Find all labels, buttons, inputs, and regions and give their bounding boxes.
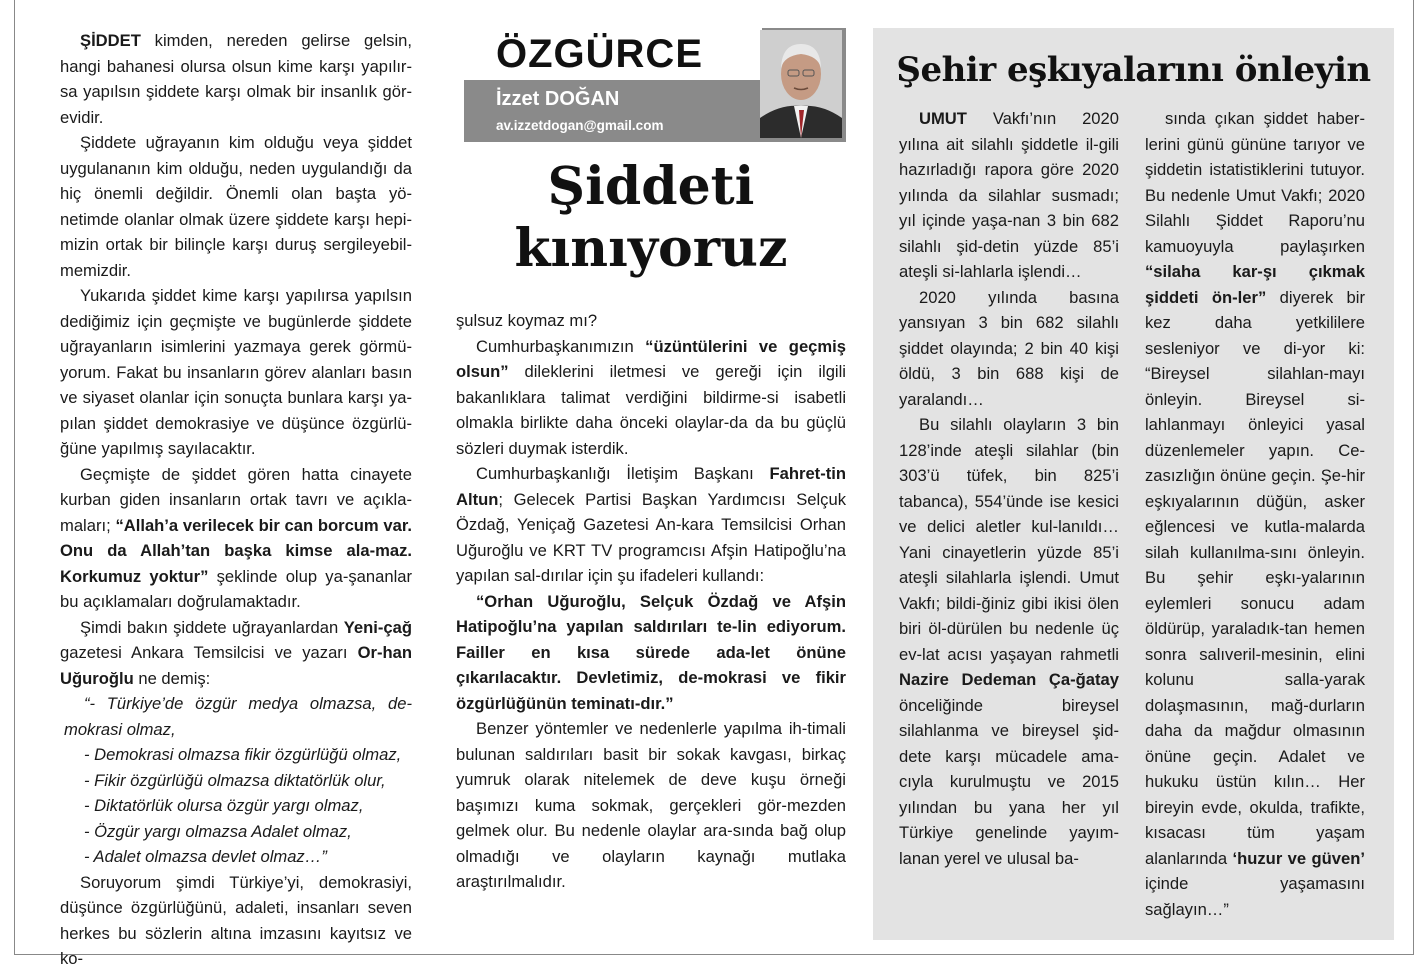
- paragraph: Yukarıda şiddet kime karşı yapılırsa yapılsın dediğimiz için geçmişte ve bugünlerde şiddete uğrayanların isimlerini yazmaya gerek görmü-yorum. Fakat bu insanların görev alanları basın ve siyaset olanlar için sonuçta bunlara karşı ya-pılan şiddet demokrasiye ve düşünce özgürlü-ğüne yapılmış sayılacaktır.: [60, 286, 412, 458]
- author-email: av.izzetdogan@gmail.com: [496, 118, 664, 133]
- text: Geçmişte de şiddet gören hatta cinayete kurban giden insanların ortak tavrı ve açıkla-maları;: [60, 464, 412, 535]
- text: Cumhurbaşkanımızın: [476, 336, 646, 356]
- text: dileklerini iletmesi ve gereği için ilgili bakanlıklara talimat verdiğini bildirme-si isabetli olmakla birlikte daha önceki olaylar-da da bu güçlü sözleri duymak isterdik.: [456, 362, 846, 458]
- text: Vakfı’nın 2020 yılına ait silahlı şiddetle il-gili hazırladığı rapora göre 2020 yılında da silahlar susmadı; yıl içinde yaşa-nan 3 bin 682 silahlı şid-detin yüzde 85’i ateşli si-lahlarla işlendi…: [899, 109, 1119, 281]
- person-name: Nazire Dedeman Ça-ğatay: [899, 670, 1119, 689]
- sidebar-column-1: [899, 106, 1119, 871]
- paragraph: [899, 106, 1119, 285]
- quote-line: - Özgür yargı olmazsa Adalet olmaz,: [84, 821, 352, 841]
- paragraph: [456, 461, 846, 589]
- quote-line: - Adalet olmazsa devlet olmaz…”: [84, 847, 327, 866]
- text: gazetesi Ankara Temsilcisi ve yazarı: [60, 643, 358, 662]
- text: Şimdi bakın şiddete uğrayanlardan: [80, 617, 344, 637]
- lead-word: ŞİDDET: [80, 31, 141, 50]
- text: Bu silahlı olayların 3 bin 128’inde ateşli silahlar (bin 303’ü tüfek, bin 825’i tabanca), 554’ünde ise kesici ve delici aletler kul-lanıldı… Yani cinayetlerin yüzde 85’i ateşli silahlarla işlendi. Umut Vakfı; bildi-ğiniz gibi ikisi ölen biri öl-dürülen bu nedenle üç ev-lat acısı yaşayan rahmetli: [899, 415, 1119, 664]
- paragraph: [456, 589, 846, 717]
- text: sında çıkan şiddet haber-lerini günü gününe tarıyor ve şiddetin istatistiklerini tutuyor. Bu nedenle Umut Vakfı; 2020 Silahlı Şiddet Raporu’nu kamuoyuyla paylaşırken: [1145, 109, 1365, 256]
- text: şeklinde olup ya-şananlar bu açıklamaları doğrulamaktadır.: [60, 566, 413, 611]
- headline-line: kınıyoruz: [514, 218, 788, 279]
- quote-line: “- Türkiye’de özgür medya olmazsa, de-mokrasi olmaz,: [64, 694, 412, 739]
- text: kimden, nereden gelirse gelsin, hangi bahanesi olursa olsun kime karşı yapılır-sa yapılsın şiddete karşı olmak bir insanlık gör-evidir.: [60, 31, 412, 127]
- text: içinde yaşamasını sağlayın…”: [1145, 874, 1365, 919]
- quote-line: - Demokrasi olmazsa fikir özgürlüğü olmaz,: [84, 745, 402, 764]
- lead-word: UMUT: [919, 109, 967, 128]
- paragraph: Benzer yöntemler ve nedenlerle yapılma ih-timali bulunan saldırıları basit bir sokak kavgası, birkaç yumruk olarak nitelemek de deve kuşu örneği başımızı kuma sokmak, gerçekleri gör-mezden gelmek olur. Bu nedenle olaylar ara-sında bağ olup olmadığı ve olayların kaynağı mutlaka araştırılmalıdır.: [456, 719, 846, 891]
- headline-line: Şiddeti: [547, 156, 755, 217]
- text: önceliğinde bireysel silahlanma ve bireysel şid-dete karşı mücadele ama-cıyla kurulmuştu ve 2015 yılından bu yana her yıl Türkiye genelinde yayım-lanan yerel ve ulusal ba-: [899, 695, 1119, 868]
- paragraph: [60, 462, 412, 615]
- article-column-1: [60, 28, 412, 972]
- quote-bold: “silaha kar-şı çıkmak şiddeti ön-ler”: [1145, 262, 1365, 307]
- column-title: ÖZGÜRCE: [496, 32, 703, 76]
- paragraph: Soruyorum şimdi Türkiye’yi, demokrasiyi, düşünce özgürlüğünü, adaleti, insanları seven herkes bu sözlerin altına imzasını kayıtsız ve ko-: [60, 872, 412, 968]
- quote-line: - Diktatörlük olursa özgür yargı olmaz,: [84, 796, 364, 815]
- quote-line: - Fikir özgürlüğü olmazsa diktatörlük olur,: [84, 770, 386, 790]
- text: diyerek bir kez daha yetkililere sesleniyor ve di-yor ki: “Bireysel silahlan-mayı önleyin. Bireysel si-lahlanmayı önleyici yasal düzenlemeler yapın. Ce-zasızlığın önüne geçin. Şe-hir eşkıyalarının düğün, asker eğlencesi ve kutla-malarda silah kullanılma-sını önleyin. Bu şehir eşkı-yalarının eylemleri sonucu adam öldürüp, yaraladık-tan hemen sonra salıveril-mesinin, elini kolunu salla-yarak dolaşmasının, mağ-durların daha da mağdur olmasının önüne geçin. Adalet ve hukuku üstün kılın… Her bireyin evde, okulda, trafikte, kısacası tüm yaşam alanlarında: [1145, 287, 1365, 868]
- paragraph: şulsuz koymaz mı?: [456, 311, 598, 330]
- text: ; Gelecek Partisi Başkan Yardımcısı Selçuk Özdağ, Yeniçağ Gazetesi An-kara Temsilcisi Orhan Uğuroğlu ve KRT TV programcısı Afşin Hatipoğlu’na yapılan sal-dırılar için şu ifadeleri kullandı:: [456, 489, 846, 585]
- author-photo: [760, 30, 842, 138]
- quote-bold: “Orhan Uğuroğlu, Selçuk Özdağ ve Afşin Hatipoğlu’na yapılan saldırıları te-lin ediyorum. Failler en kısa sürede ada-let önüne çıkarılacaktır. Devletimiz, de-mokrasi ve fikir özgürlüğünün teminatı-dır.”: [456, 591, 846, 713]
- paragraph: [60, 28, 412, 130]
- person-name: Or-han Uğuroğlu: [60, 643, 412, 688]
- paragraph: [899, 412, 1119, 871]
- text: Cumhurbaşkanlığı İletişim Başkanı: [476, 464, 770, 483]
- sidebar-title: Şehir eşkıyalarını önleyin: [896, 50, 1371, 90]
- person-name: Fahret-tin Altun: [456, 464, 846, 509]
- newspaper-name: Yeni-çağ: [343, 617, 412, 637]
- column-header: [456, 28, 846, 142]
- paragraph: [60, 615, 412, 692]
- paragraph: [456, 334, 846, 462]
- article-column-2: [456, 308, 846, 895]
- header-stripe: [456, 28, 464, 142]
- sidebar-column-2: [1145, 106, 1365, 922]
- quote-block: [60, 691, 412, 870]
- text: ne demiş:: [133, 668, 211, 688]
- quote-bold: ‘huzur ve güven’: [1232, 848, 1365, 868]
- quote-bold: “Allah’a verilecek bir can borcum var. Onu da Allah’tan başka kimse ala-maz. Korkumuz yoktur”: [60, 515, 413, 586]
- headline: [456, 156, 846, 280]
- sidebar-box: [873, 28, 1394, 940]
- quote-bold: “üzüntülerini ve geçmiş olsun”: [456, 336, 846, 381]
- paragraph: Şiddete uğrayanın kim olduğu veya şiddet uygulananın kim olduğu, neden uygulandığı da hiç önemli değildir. Önemli olan başta yö-netimde olanlar olmak üzere şiddete karşı hepi-mizin ortak bir bilinçle karşı duruş sergileyebil-memizdir.: [60, 133, 412, 280]
- paragraph: 2020 yılında basına yansıyan 3 bin 682 silahlı şiddet olayında; 2 bin 40 kişi öldü, 3 bin 688 kişi de yaralandı…: [899, 287, 1119, 409]
- author-name: İzzet DOĞAN: [496, 88, 620, 110]
- paragraph: [1145, 106, 1365, 922]
